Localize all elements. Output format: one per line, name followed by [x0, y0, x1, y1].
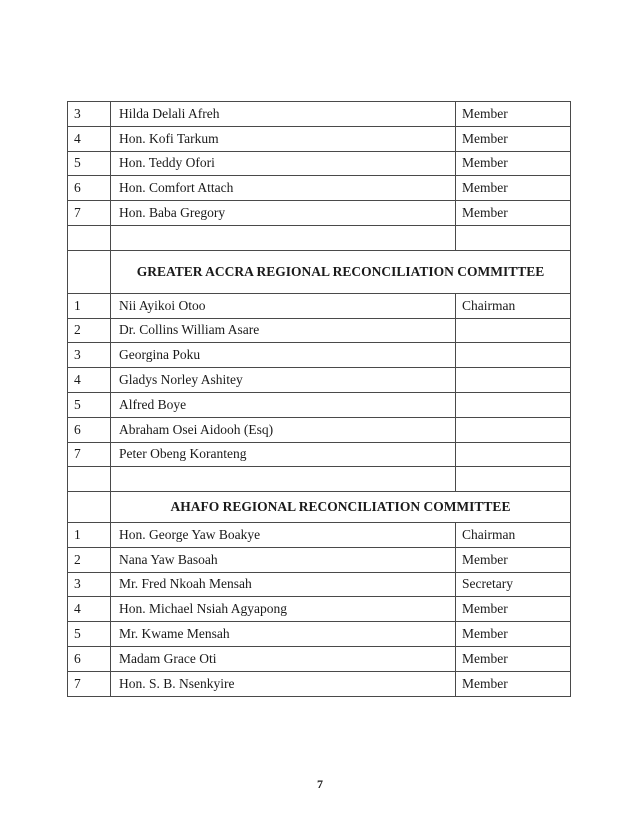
table-row: [68, 442, 571, 467]
row-number: 2: [68, 318, 111, 343]
heading-number-cell: [68, 492, 111, 523]
member-name: Dr. Collins William Asare: [111, 318, 456, 343]
table-row: [68, 368, 571, 393]
blank-cell: [68, 225, 111, 250]
table-row: [68, 572, 571, 597]
row-number: 2: [68, 547, 111, 572]
member-name: Georgina Poku: [111, 343, 456, 368]
page-number: 7: [317, 777, 323, 791]
table-row: [68, 343, 571, 368]
table-row: [68, 646, 571, 671]
committee-heading-row: [68, 250, 571, 293]
member-role: Member: [456, 201, 571, 226]
member-name: Madam Grace Oti: [111, 646, 456, 671]
blank-cell: [111, 225, 456, 250]
table-row: [68, 201, 571, 226]
blank-cell: [456, 225, 571, 250]
member-role: Secretary: [456, 572, 571, 597]
row-number: 3: [68, 343, 111, 368]
member-role: Member: [456, 597, 571, 622]
blank-cell: [111, 467, 456, 492]
table-row: [68, 522, 571, 547]
member-name: Mr. Fred Nkoah Mensah: [111, 572, 456, 597]
blank-cell: [68, 467, 111, 492]
member-role: Member: [456, 671, 571, 696]
member-role: [456, 392, 571, 417]
table-row: [68, 392, 571, 417]
table-row: [68, 293, 571, 318]
row-number: 6: [68, 417, 111, 442]
table-row: [68, 126, 571, 151]
member-role: Member: [456, 547, 571, 572]
member-name: Hon. Michael Nsiah Agyapong: [111, 597, 456, 622]
table-row: [68, 417, 571, 442]
row-number: 1: [68, 522, 111, 547]
member-name: Nana Yaw Basoah: [111, 547, 456, 572]
table-row: [68, 151, 571, 176]
committee-heading-row: [68, 492, 571, 523]
blank-row: [68, 225, 571, 250]
row-number: 3: [68, 102, 111, 127]
row-number: 5: [68, 392, 111, 417]
table-row: [68, 318, 571, 343]
row-number: 5: [68, 622, 111, 647]
member-name: Hon. Teddy Ofori: [111, 151, 456, 176]
row-number: 4: [68, 368, 111, 393]
row-number: 7: [68, 671, 111, 696]
member-name: Hilda Delali Afreh: [111, 102, 456, 127]
committee-title: AHAFO REGIONAL RECONCILIATION COMMITTEE: [111, 492, 571, 523]
blank-row: [68, 467, 571, 492]
row-number: 5: [68, 151, 111, 176]
committee-table-body: [68, 102, 571, 697]
row-number: 7: [68, 201, 111, 226]
committee-title: GREATER ACCRA REGIONAL RECONCILIATION COMMITTEE: [111, 250, 571, 293]
member-role: Member: [456, 622, 571, 647]
member-name: Hon. Baba Gregory: [111, 201, 456, 226]
row-number: 4: [68, 597, 111, 622]
table-row: [68, 671, 571, 696]
blank-cell: [456, 467, 571, 492]
member-name: Peter Obeng Koranteng: [111, 442, 456, 467]
member-role: Member: [456, 151, 571, 176]
member-name: Hon. Comfort Attach: [111, 176, 456, 201]
table-row: [68, 597, 571, 622]
member-role: Member: [456, 646, 571, 671]
member-role: Member: [456, 176, 571, 201]
member-role: Member: [456, 126, 571, 151]
row-number: 1: [68, 293, 111, 318]
table-row: [68, 622, 571, 647]
table-row: [68, 102, 571, 127]
member-role: [456, 417, 571, 442]
member-name: Hon. Kofi Tarkum: [111, 126, 456, 151]
row-number: 7: [68, 442, 111, 467]
row-number: 3: [68, 572, 111, 597]
member-name: Mr. Kwame Mensah: [111, 622, 456, 647]
table-row: [68, 547, 571, 572]
member-role: Chairman: [456, 522, 571, 547]
row-number: 6: [68, 176, 111, 201]
member-name: Abraham Osei Aidooh (Esq): [111, 417, 456, 442]
member-name: Nii Ayikoi Otoo: [111, 293, 456, 318]
member-name: Hon. George Yaw Boakye: [111, 522, 456, 547]
committee-table: [67, 101, 571, 697]
table-row: [68, 176, 571, 201]
member-role: [456, 343, 571, 368]
heading-number-cell: [68, 250, 111, 293]
member-role: Chairman: [456, 293, 571, 318]
member-name: Alfred Boye: [111, 392, 456, 417]
member-role: [456, 368, 571, 393]
member-role: [456, 442, 571, 467]
member-name: Gladys Norley Ashitey: [111, 368, 456, 393]
member-role: [456, 318, 571, 343]
row-number: 4: [68, 126, 111, 151]
member-role: Member: [456, 102, 571, 127]
member-name: Hon. S. B. Nsenkyire: [111, 671, 456, 696]
row-number: 6: [68, 646, 111, 671]
